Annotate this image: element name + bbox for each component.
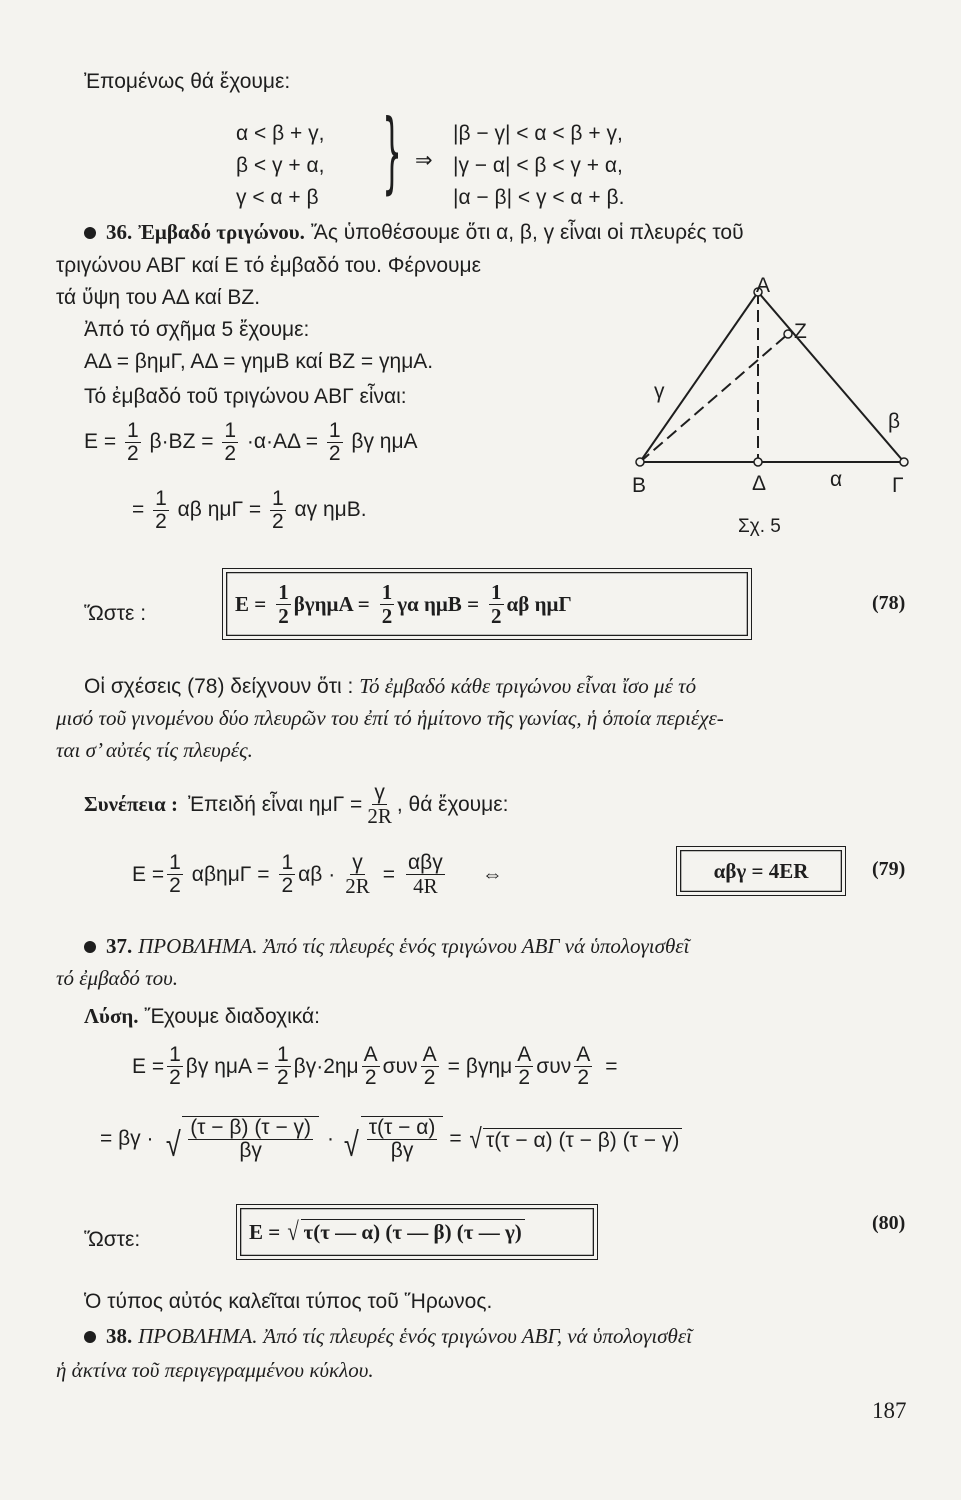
side-AB bbox=[640, 292, 758, 462]
eq-term: αγ ημΒ. bbox=[294, 498, 367, 522]
label-B: Β bbox=[632, 474, 647, 497]
label-gamma: γ bbox=[654, 380, 665, 403]
foot-D bbox=[754, 458, 762, 466]
radical-icon: √ bbox=[469, 1123, 482, 1155]
fraction-A-2: $\frac{A}{2}$ bbox=[517, 1043, 532, 1090]
eq-term: συν bbox=[536, 1054, 572, 1078]
eq-term: αβ ημΓ bbox=[506, 591, 572, 616]
section-37-line-2: τό ἐμβαδό του. bbox=[56, 966, 178, 990]
para-78-line-2: μισό τοῦ γινομένου δύο πλευρῶν του ἐπί τό ἡμίτονο τῆς γωνίας, ἡ ὁποία περιέχε- bbox=[56, 706, 724, 730]
eq-sign: = bbox=[449, 1127, 462, 1151]
label-G: Γ bbox=[892, 474, 904, 497]
fraction-half: $\frac{1}{2}$ bbox=[381, 580, 393, 628]
fraction-A-2: $\frac{A}{2}$ bbox=[576, 1043, 591, 1090]
eq-term: αβ ημΓ = bbox=[177, 498, 262, 522]
sqrt-1 bbox=[164, 1116, 320, 1165]
eq-term: αβημΓ = bbox=[191, 862, 270, 886]
radical-icon: √ bbox=[343, 1126, 359, 1165]
inequality-right-3: |α − β| < γ < α + β. bbox=[453, 186, 625, 209]
right-brace-icon: } bbox=[382, 100, 402, 203]
equation-tag-79: (79) bbox=[872, 858, 906, 880]
section-text: Ἀπό τίς πλευρές ἑνός τριγώνου ΑΒΓ νά ὑπολογισθεῖ bbox=[263, 934, 690, 958]
section-36-line-3: τά ὕψη του ΑΔ καί ΒΖ. bbox=[56, 286, 261, 309]
fraction-half: $\frac{1}{2}$ bbox=[276, 1043, 289, 1090]
eq-term: βγ ημΑ bbox=[351, 430, 418, 454]
iff-arrow: ⇔ bbox=[481, 862, 503, 886]
inequality-left-1: α < β + γ, bbox=[236, 122, 325, 145]
so-label-80: Ὥστε: bbox=[84, 1228, 141, 1251]
eq-sign: = bbox=[132, 498, 145, 522]
eq-lhs: Ε = bbox=[84, 430, 117, 454]
inequality-right-2: |γ − α| < β < γ + α, bbox=[453, 154, 623, 177]
heron-expression: τ(τ — α) (τ — β) (τ — γ) bbox=[301, 1219, 525, 1245]
eq-lhs: Ε = bbox=[235, 591, 267, 616]
consequence-label: Συνέπεια : bbox=[84, 792, 178, 817]
fraction-gamma-2R: $\frac{\gamma}{2R}$ bbox=[345, 851, 370, 899]
section-36-heading bbox=[84, 220, 744, 245]
eq-term: βγημΑ = bbox=[293, 591, 370, 616]
label-alpha: α bbox=[830, 468, 843, 491]
eq-lhs: Ε = bbox=[249, 1219, 281, 1244]
eq-lhs: Ε = bbox=[132, 862, 165, 886]
fraction-half: $\frac{1}{2}$ bbox=[278, 580, 289, 628]
formula-79-box: αβγ = 4ΕR bbox=[676, 846, 846, 896]
fraction-half: $\frac{1}{2}$ bbox=[126, 419, 139, 466]
radical-icon: √ bbox=[165, 1126, 181, 1165]
eq-term: γα ημΒ = bbox=[397, 591, 480, 616]
so-label-78: Ὥστε : bbox=[84, 602, 147, 625]
section-36-line-2: τριγώνου ΑΒΓ καί Ε τό ἐμβαδό του. Φέρνουμε bbox=[56, 254, 481, 277]
section-38-heading bbox=[84, 1324, 692, 1349]
eq-term: β·ΒΖ = bbox=[149, 430, 214, 454]
inequality-left-3: γ < α + β bbox=[236, 186, 319, 209]
equation-79 bbox=[132, 852, 503, 897]
sqrt-3 bbox=[468, 1125, 683, 1153]
equation-80-line-1 bbox=[132, 1044, 618, 1089]
formula-78-box bbox=[222, 568, 752, 640]
bullet-icon bbox=[84, 1331, 96, 1343]
fraction-abg-4R: $\frac{\text{αβγ}}{4R}$ bbox=[408, 851, 443, 899]
eq-term: συν bbox=[382, 1054, 418, 1078]
fraction-A-2: $\frac{A}{2}$ bbox=[363, 1043, 378, 1090]
triangle-figure bbox=[620, 270, 920, 550]
fraction-half: $\frac{1}{2}$ bbox=[328, 419, 341, 466]
para-78-line-3: ται σ’ αὐτές τίς πλευρές. bbox=[56, 738, 253, 762]
section-title: ΠΡΟΒΛΗΜΑ. bbox=[138, 934, 258, 958]
solution-text: Ἔχουμε διαδοχικά: bbox=[144, 1005, 321, 1028]
inequality-right-1: |β − γ| < α < β + γ, bbox=[453, 122, 623, 145]
solution-line bbox=[84, 1004, 320, 1029]
intro-text: Ἐπομένως θά ἔχουμε: bbox=[84, 70, 291, 93]
solution-label: Λύση. bbox=[84, 1004, 139, 1028]
para-78-line-1 bbox=[84, 674, 696, 699]
equation-80-line-2 bbox=[100, 1116, 682, 1165]
label-D: Δ bbox=[752, 472, 767, 495]
section-title: ΠΡΟΒΛΗΜΑ. bbox=[138, 1324, 258, 1348]
bullet-icon bbox=[84, 227, 96, 239]
dot-operator: · bbox=[327, 1127, 335, 1151]
section-number: 37. bbox=[106, 934, 133, 958]
consequence-rest: , θά ἔχουμε: bbox=[396, 792, 509, 816]
vertex-B bbox=[636, 458, 644, 466]
heron-sentence: Ὁ τύπος αὐτός καλεῖται τύπος τοῦ Ἥρωνος. bbox=[84, 1290, 493, 1313]
eq-term: βγ ημΑ = bbox=[185, 1054, 269, 1078]
fraction-gamma-2R: $\frac{\gamma}{2R}$ bbox=[367, 781, 392, 829]
label-beta: β bbox=[888, 410, 901, 433]
para-italic: Τό ἐμβαδό κάθε τριγώνου εἶναι ἴσο μέ τό bbox=[359, 674, 697, 698]
eq-sign: = bbox=[447, 1054, 460, 1078]
bullet-icon bbox=[84, 941, 96, 953]
fraction-half: $\frac{1}{2}$ bbox=[169, 1043, 181, 1090]
fraction-half: $\frac{1}{2}$ bbox=[491, 580, 502, 628]
formula-80-box bbox=[236, 1204, 598, 1260]
eq-lhs: Ε = bbox=[132, 1054, 165, 1078]
section-36-line-6: Τό ἐμβαδό τοῦ τριγώνου ΑΒΓ εἶναι: bbox=[84, 385, 407, 408]
figure-caption: Σχ. 5 bbox=[738, 516, 781, 537]
inequalities-left bbox=[236, 118, 324, 214]
fraction-half: $\frac{1}{2}$ bbox=[271, 487, 284, 534]
fraction-half: $\frac{1}{2}$ bbox=[169, 851, 181, 898]
sqrt-2 bbox=[342, 1116, 443, 1165]
section-number: 36. bbox=[106, 220, 133, 244]
eq-lhs: = βγ · bbox=[100, 1127, 154, 1151]
fraction-A-2: $\frac{A}{2}$ bbox=[422, 1043, 437, 1090]
consequence-line bbox=[84, 782, 508, 827]
eq-sign: = bbox=[605, 1054, 618, 1078]
fraction-half: $\frac{1}{2}$ bbox=[281, 851, 294, 898]
section-title: Ἐμβαδό τριγώνου. bbox=[138, 220, 305, 244]
radical-icon: √ bbox=[287, 1217, 300, 1246]
eq-term: ·α·ΑΔ = bbox=[246, 430, 318, 454]
section-36-line-5: ΑΔ = βημΓ, ΑΔ = γημΒ καί ΒΖ = γημΑ. bbox=[84, 350, 434, 373]
side-AG bbox=[758, 292, 904, 462]
label-A: Α bbox=[756, 274, 771, 297]
implies-arrow: ⇒ bbox=[415, 149, 433, 172]
inequalities-right bbox=[453, 118, 624, 214]
sqrt-heron bbox=[286, 1219, 525, 1245]
consequence-text: Ἐπειδή εἶναι ημΓ = bbox=[187, 792, 363, 816]
page-number: 187 bbox=[872, 1398, 907, 1423]
area-equation-2 bbox=[132, 488, 367, 533]
section-37-heading bbox=[84, 934, 689, 959]
fraction-half: $\frac{1}{2}$ bbox=[155, 487, 167, 534]
equation-tag-80: (80) bbox=[872, 1212, 906, 1234]
eq-term: βγημ bbox=[465, 1054, 513, 1078]
section-text: Ἀπό τίς πλευρές ἑνός τριγώνου ΑΒΓ, νά ὑπολογισθεῖ bbox=[263, 1324, 692, 1348]
section-36-line-4: Ἀπό τό σχῆμα 5 ἔχουμε: bbox=[84, 318, 310, 341]
label-Z: Ζ bbox=[794, 320, 807, 343]
area-equation-1 bbox=[84, 420, 418, 465]
eq-term: βγ·2ημ bbox=[293, 1054, 359, 1078]
root-expression: τ(τ − α) (τ − β) (τ − γ) bbox=[483, 1128, 682, 1153]
eq-sign: = bbox=[382, 862, 395, 886]
fraction-root-2: $\frac{\tau(\tau - \alpha)}{\beta\gamma}$ bbox=[368, 1116, 436, 1163]
vertex-G bbox=[900, 458, 908, 466]
eq-term: αβ · bbox=[298, 862, 336, 886]
inequality-left-2: β < γ + α, bbox=[236, 154, 325, 177]
fraction-root-1: $\frac{(\tau - \beta) (\tau - \gamma)}{\beta\gamma}$ bbox=[190, 1116, 312, 1163]
section-number: 38. bbox=[106, 1324, 133, 1348]
section-38-line-2: ἡ ἀκτίνα τοῦ περιγεγραμμένου κύκλου. bbox=[56, 1358, 374, 1382]
fraction-half: $\frac{1}{2}$ bbox=[224, 419, 237, 466]
equation-tag-78: (78) bbox=[872, 592, 906, 614]
para-text: Οἱ σχέσεις (78) δείχνουν ὅτι : bbox=[84, 675, 354, 698]
section-text: Ἄς ὑποθέσουμε ὅτι α, β, γ εἶναι οἱ πλευρές τοῦ bbox=[310, 221, 744, 244]
foot-Z bbox=[784, 330, 792, 338]
